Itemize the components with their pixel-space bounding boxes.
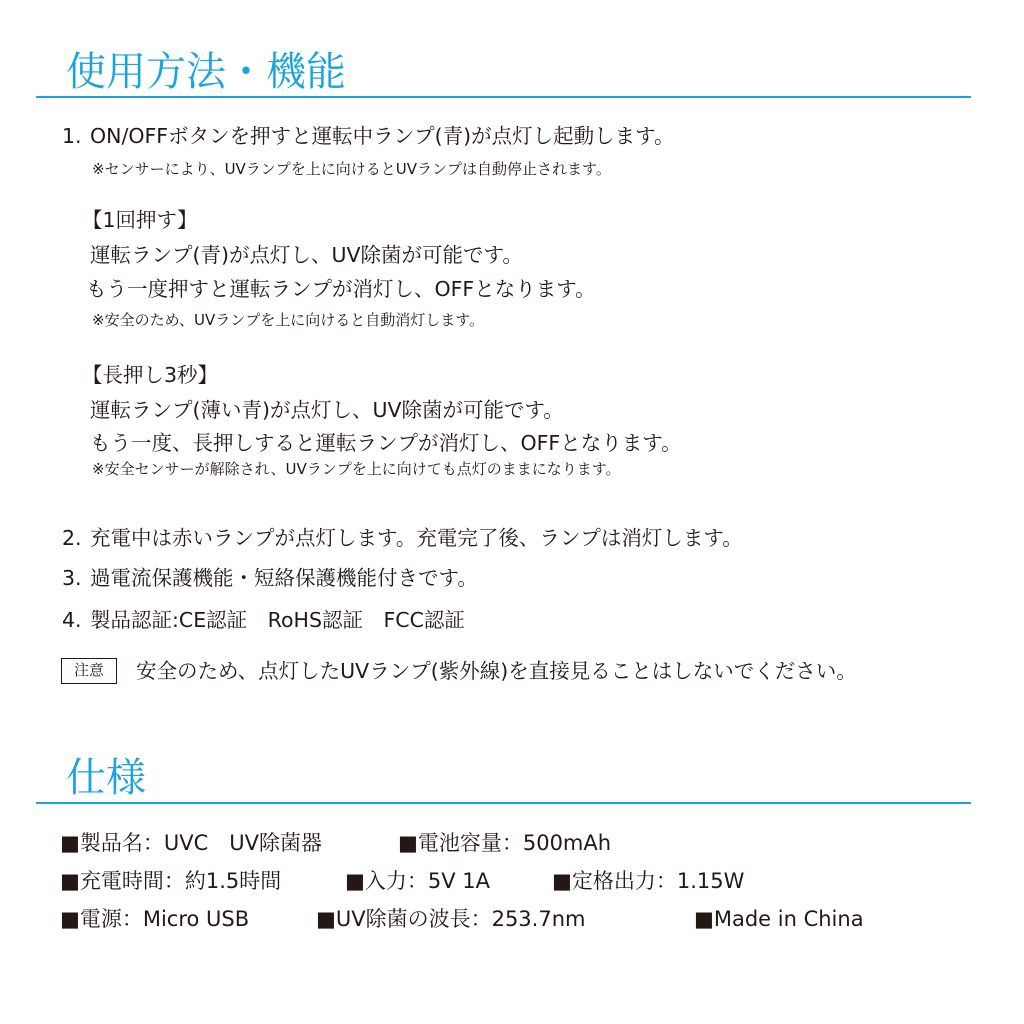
specs-heading: 仕様 <box>66 755 146 801</box>
item-4-number: 4. <box>62 608 82 632</box>
item-1 <box>62 126 674 147</box>
long-press-label: 【長押し3秒】 <box>82 363 219 387</box>
spec-rated-output: ■定格出力：1.15W <box>552 869 745 893</box>
long-press-note: ※安全センサーが解除され、UVランプを上に向けても点灯のままになります。 <box>92 460 621 478</box>
press-once-note: ※安全のため、UVランプを上に向けると自動消灯します。 <box>92 311 485 329</box>
press-once-line-2: もう一度押すと運転ランプが消灯し、OFFとなります。 <box>86 277 596 301</box>
press-once-label: 【1回押す】 <box>82 208 198 232</box>
long-press-line-1: 運転ランプ(薄い青)が点灯し、UV除菌が可能です。 <box>90 398 564 422</box>
item-2 <box>62 528 743 549</box>
caution-text: 安全のため、点灯したUVランプ(紫外線)を直接見ることはしないでください。 <box>136 659 857 683</box>
press-once-line-1: 運転ランプ(青)が点灯し、UV除菌が可能です。 <box>90 243 523 267</box>
spec-charge-time: ■充電時間：約1.5時間 <box>60 869 282 893</box>
long-press-line-2: もう一度、長押しすると運転ランプが消灯し、OFFとなります。 <box>90 431 682 455</box>
item-1-text: ON/OFFボタンを押すと運転中ランプ(青)が点灯し起動します。 <box>90 124 675 148</box>
item-2-number: 2. <box>62 526 82 550</box>
item-3-number: 3. <box>62 566 82 590</box>
spec-input: ■入力：5V 1A <box>345 869 490 893</box>
item-4 <box>62 610 465 631</box>
caution-label: 注意 <box>61 658 117 684</box>
usage-heading-rule <box>36 96 971 98</box>
spec-battery-capacity: ■電池容量：500mAh <box>398 831 612 855</box>
spec-origin: ■Made in China <box>694 907 864 931</box>
item-1-number: 1. <box>62 124 82 148</box>
usage-heading: 使用方法・機能 <box>66 49 346 95</box>
item-4-text: 製品認証:CE認証 RoHS認証 FCC認証 <box>90 608 465 632</box>
spec-product-name: ■製品名：UVC UV除菌器 <box>60 831 322 855</box>
item-1-note: ※センサーにより、UVランプを上に向けるとUVランプは自動停止されます。 <box>92 160 611 178</box>
spec-power-source: ■電源：Micro USB <box>60 907 250 931</box>
item-3-text: 過電流保護機能・短絡保護機能付きです。 <box>90 566 478 590</box>
item-3 <box>62 568 478 589</box>
item-2-text: 充電中は赤いランプが点灯します。充電完了後、ランプは消灯します。 <box>90 526 743 550</box>
spec-uv-wavelength: ■UV除菌の波長：253.7nm <box>316 907 586 931</box>
specs-heading-rule <box>36 802 971 804</box>
